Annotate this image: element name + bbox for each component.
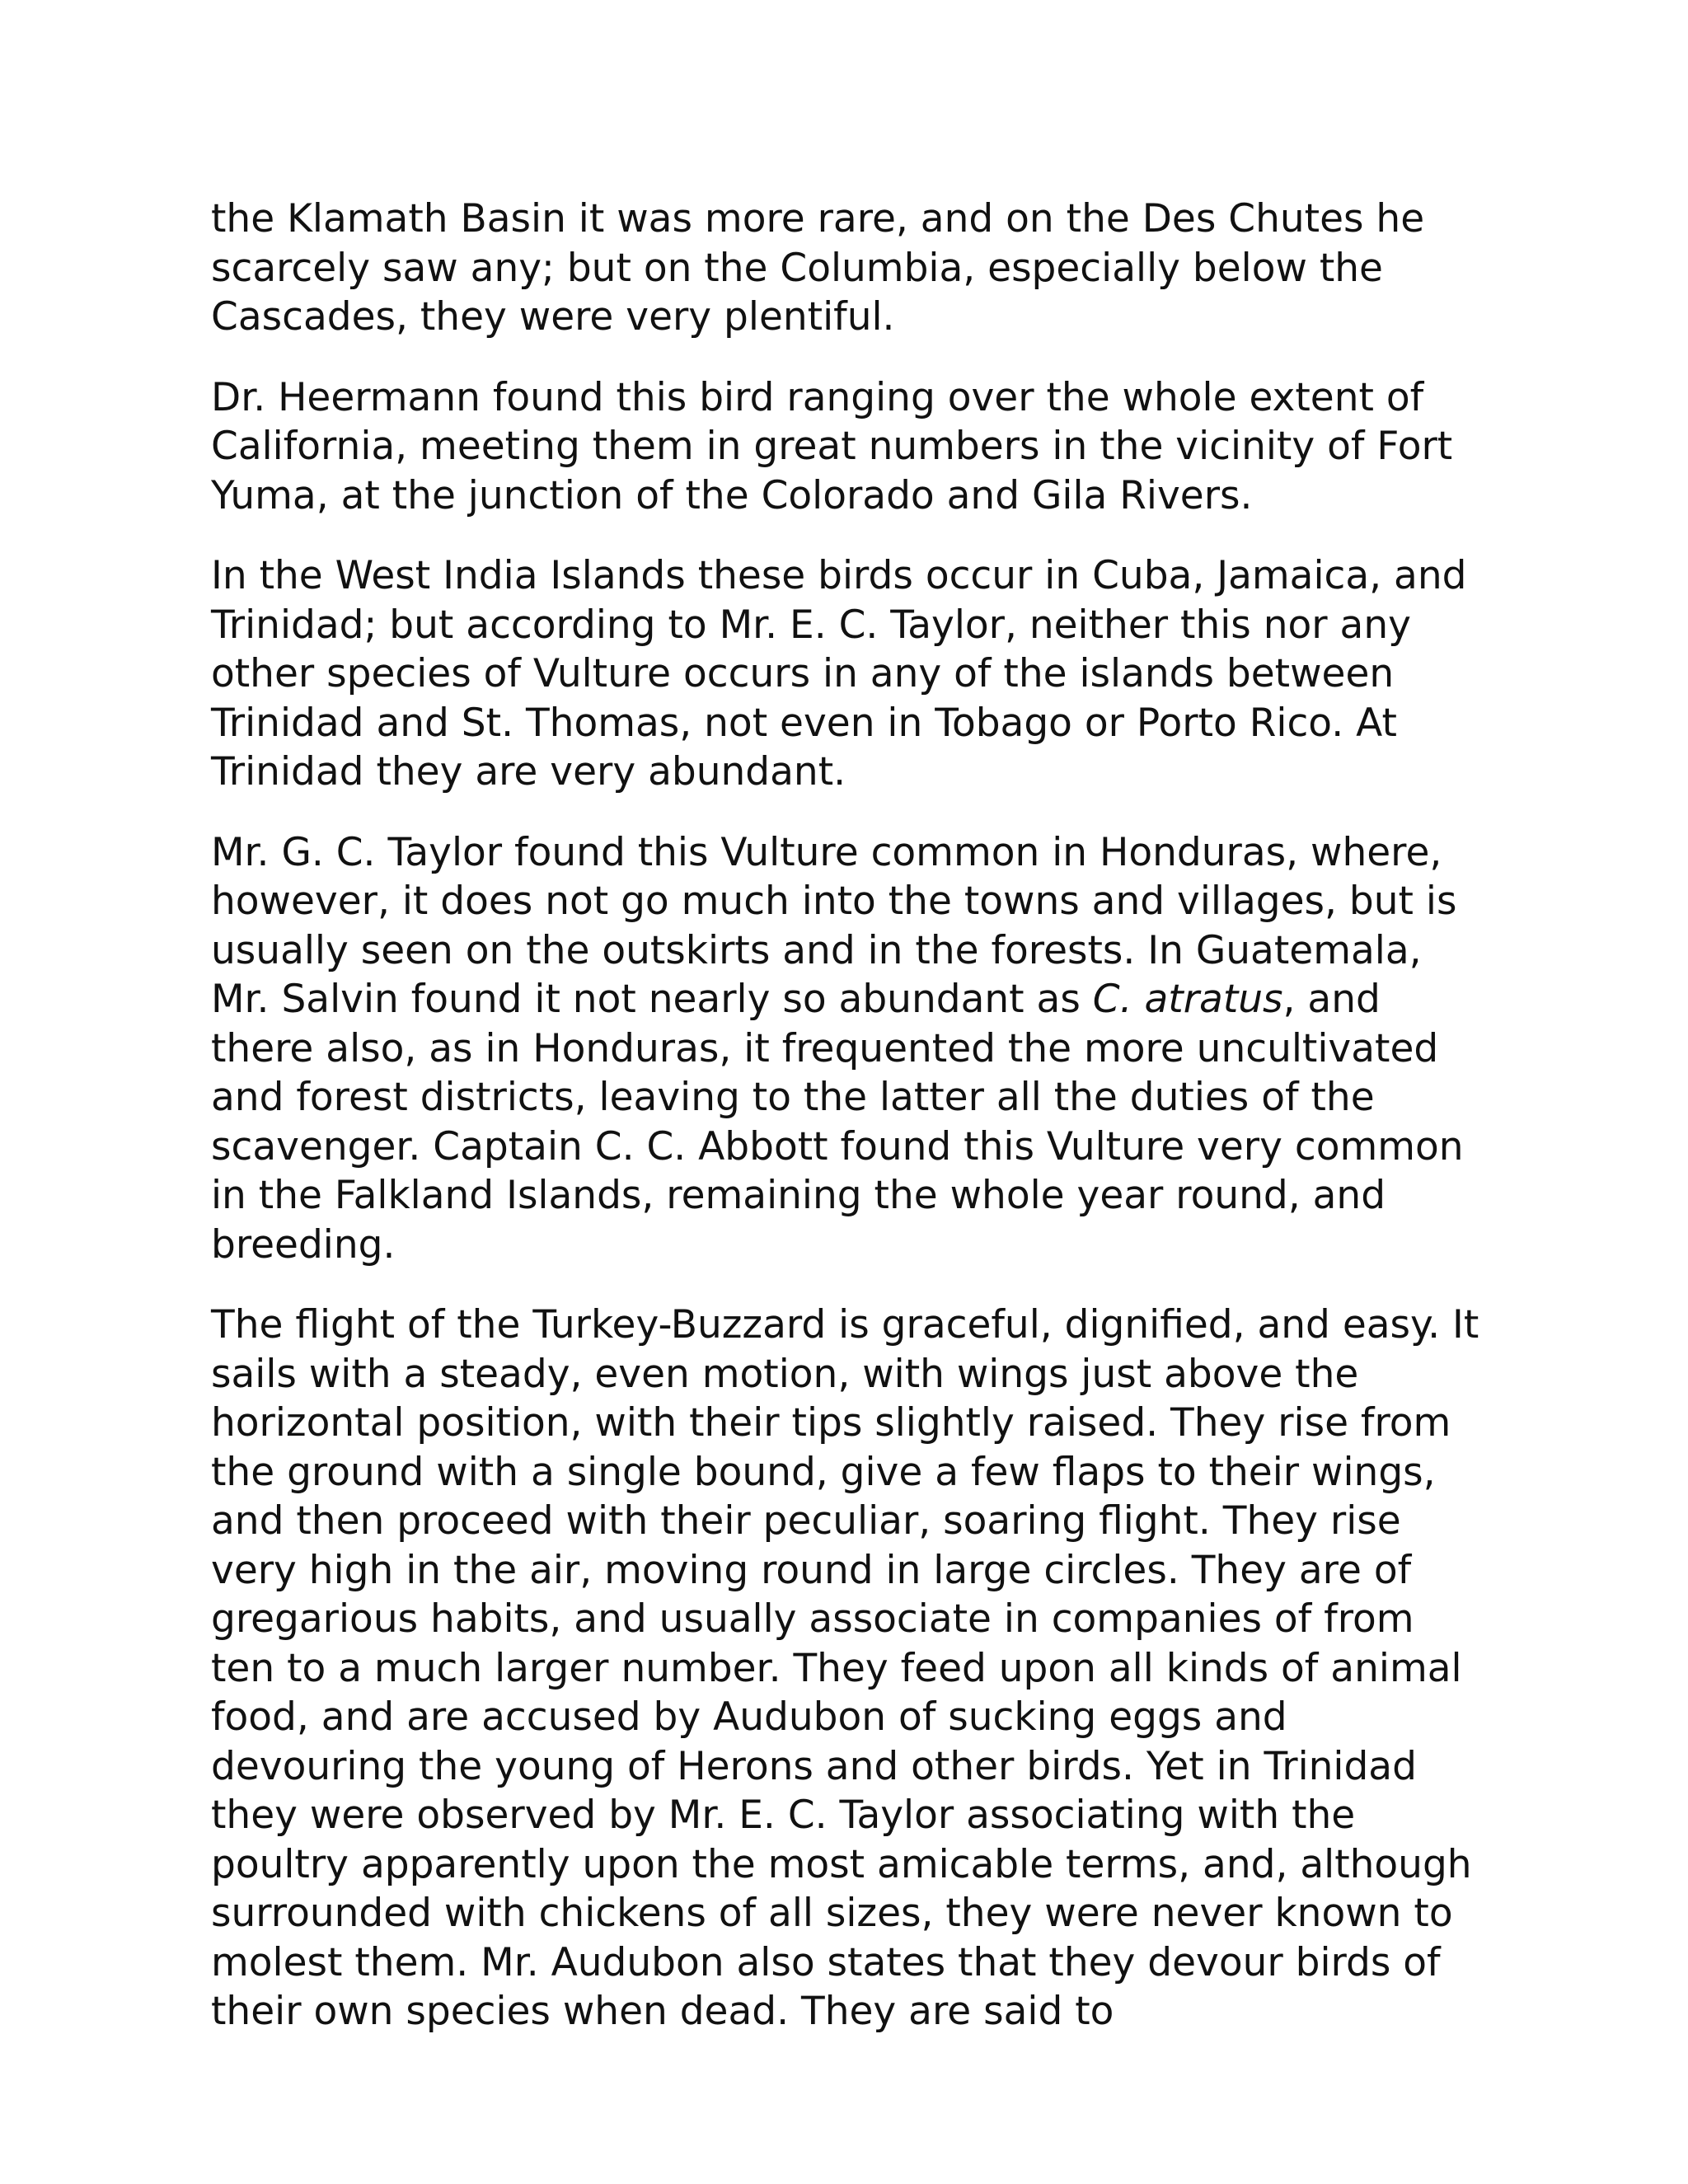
paragraph-klamath-basin: the Klamath Basin it was more rare, and on the Des Chutes he scarcely saw any; but on the Columbia, especially below the Cascades, they were very plentiful. — [211, 196, 1425, 340]
paragraph-flight-habits: The flight of the Turkey-Buzzard is graceful, dignified, and easy. It sails with a steady, even motion, with wings just above the horizontal position, with their tips slightly raised. They rise from the ground with a single bound, give a few flaps to their wings, and then proceed with their peculiar, soaring flight. They rise very high in the air, moving round in large circles. They are of gregarious habits, and usually associate in companies of from ten to a much larger number. They feed upon all kinds of animal food, and are accused by Audubon of sucking eggs and devouring the young of Herons and other birds. Yet in Trinidad they were observed by Mr. E. C. Taylor associating with the poultry apparently upon the most amicable terms, and, although surrounded with chickens of all sizes, they were never known to molest them. Mr. Audubon also states that they devour birds of their own species when dead. They are said to — [211, 1302, 1479, 2034]
paragraph-text-segment: , and there also, as in Honduras, it frequented the more uncultivated and forest districts, leaving to the latter all the duties of the scavenger. Captain C. C. Abbott found this Vulture very common in the Falkland Islands, remaining the whole year round, and breeding. — [211, 977, 1464, 1268]
paragraph-honduras-guatemala — [211, 828, 1480, 1270]
paragraph-heermann: Dr. Heermann found this bird ranging over the whole extent of California, meeting them in great numbers in the vicinity of Fort Yuma, at the junction of the Colorado and Gila Rivers. — [211, 374, 1453, 518]
paragraph-west-india-islands: In the West India Islands these birds occur in Cuba, Jamaica, and Trinidad; but according to Mr. E. C. Taylor, neither this nor any other species of Vulture occurs in any of the islands between Trinidad and St. Thomas, not even in Tobago or Porto Rico. At Trinidad they are very abundant. — [211, 553, 1467, 794]
paragraph-text-segment: Mr. G. C. Taylor found this Vulture common in Honduras, where, however, it does not go much into the towns and villages, but is usually seen on the outskirts and in the forests. In Guatemala, Mr. Salvin found it not nearly so abundant as — [211, 829, 1457, 1022]
species-name-italic: C. atratus — [1092, 977, 1283, 1022]
document-page — [211, 194, 1480, 2036]
